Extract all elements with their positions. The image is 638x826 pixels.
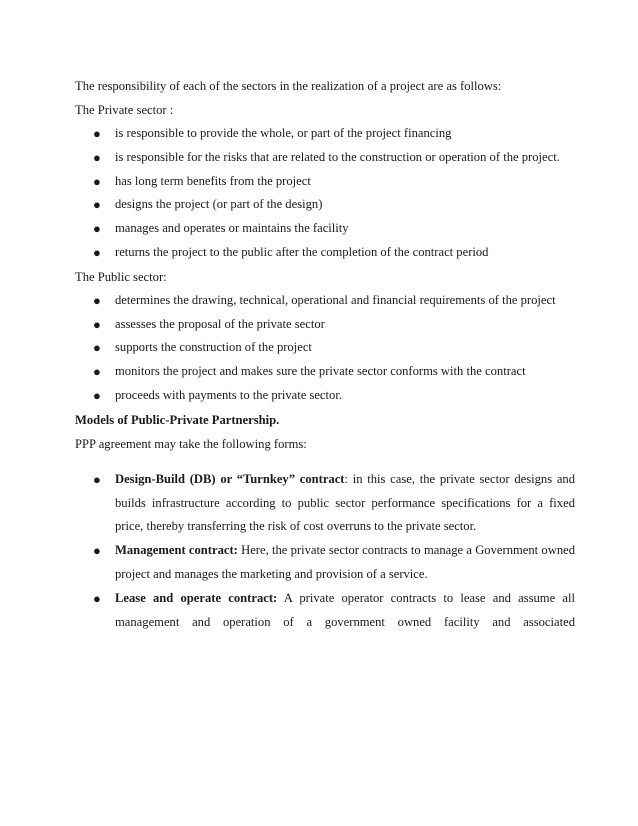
public-sector-label: The Public sector:	[75, 269, 167, 284]
bullet-icon: ●	[93, 126, 101, 141]
bullet-icon: ●	[93, 316, 101, 332]
models-intro: PPP agreement may take the following forms:	[75, 436, 307, 451]
list-item: ● determines the drawing, technical, operational and financial requirements of the project	[75, 289, 575, 313]
bullet-icon: ●	[93, 340, 101, 356]
private-sector-label: The Private sector :	[75, 103, 174, 117]
bullet-icon: ●	[93, 543, 101, 559]
bullet-icon: ●	[93, 292, 101, 308]
list-item	[75, 539, 575, 587]
model-description: A private operator contracts to lease and assume all management and operation of a government owned facility and associated	[115, 590, 575, 629]
bullet-icon: ●	[93, 173, 101, 189]
list-item: ● designs the project (or part of the design)	[75, 193, 575, 217]
intro-paragraph: The responsibility of each of the sectors in the realization of a project are as follows:	[75, 79, 502, 93]
models-heading: Models of Public-Private Partnership.	[75, 412, 280, 427]
list-item: ● monitors the project and makes sure the private sector conforms with the contract	[75, 360, 575, 384]
bullet-icon: ●	[93, 221, 101, 237]
model-description: : in this case, the private sector designs and builds infrastructure according to public sector performance specifications for a fixed price, thereby transferring the risk of cost overruns to the private sector.	[115, 471, 576, 534]
list-item: ● assesses the proposal of the private sector	[75, 313, 575, 337]
public-sector-list	[75, 289, 575, 408]
model-term: Management contract:	[115, 543, 238, 558]
bullet-icon: ●	[93, 244, 101, 260]
bullet-icon: ●	[93, 590, 101, 606]
bullet-icon: ●	[93, 364, 101, 380]
list-item: ● is responsible for the risks that are related to the construction or operation of the project.	[75, 146, 575, 170]
bullet-icon: ●	[93, 471, 101, 487]
list-item: ● has long term benefits from the project	[75, 170, 575, 194]
bullet-icon: ●	[93, 149, 101, 165]
list-item: ● is responsible to provide the whole, or part of the project financing	[75, 122, 575, 146]
bullet-icon: ●	[93, 197, 101, 213]
list-item: ● supports the construction of the project	[75, 336, 575, 360]
list-item: ● returns the project to the public after the completion of the contract period	[75, 241, 575, 265]
models-list	[75, 468, 575, 635]
model-term: Lease and operate contract:	[115, 590, 278, 605]
list-item	[75, 468, 575, 539]
list-item: ● proceeds with payments to the private sector.	[75, 384, 575, 408]
model-description: Here, the private sector contracts to manage a Government owned project and manages the marketing and provision of a service.	[115, 543, 575, 581]
model-term: Design-Build (DB) or “Turnkey” contract	[115, 471, 345, 486]
list-item	[75, 587, 575, 635]
private-sector-list	[75, 122, 575, 265]
document-page	[75, 74, 575, 634]
bullet-icon: ●	[93, 387, 101, 403]
list-item: ● manages and operates or maintains the facility	[75, 217, 575, 241]
